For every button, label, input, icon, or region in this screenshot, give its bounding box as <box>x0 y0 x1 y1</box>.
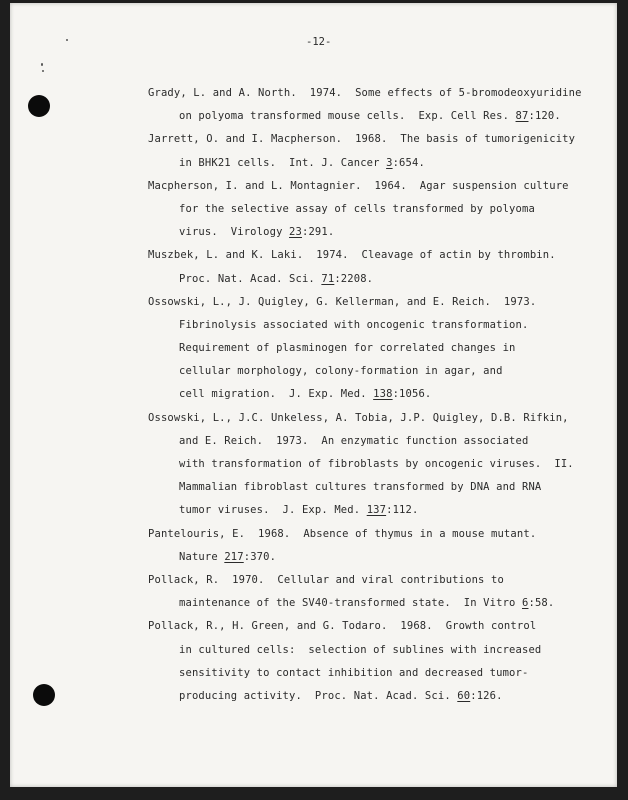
reference-line <box>148 546 588 569</box>
reference-list <box>148 82 588 708</box>
paper-speck <box>42 70 44 72</box>
reference-text: :112. <box>386 504 419 517</box>
reference-entry-grady <box>148 82 588 128</box>
reference-text: :370. <box>243 550 277 563</box>
reference-line <box>148 685 588 708</box>
reference-text: maintenance of the SV40-transformed state. In Vitro <box>179 597 522 610</box>
reference-text: :2208. <box>334 272 374 285</box>
reference-text: Proc. Nat. Acad. Sci. <box>179 272 322 285</box>
reference-line <box>148 105 588 128</box>
reference-text: cell migration. J. Exp. Med. <box>179 388 374 401</box>
reference-entry-macpherson <box>148 175 588 245</box>
reference-text: cellular morphology, colony-formation in agar, and <box>179 365 503 378</box>
reference-text: tumor viruses. J. Exp. Med. <box>179 504 367 517</box>
paper-speck <box>66 39 68 41</box>
reference-text: :1056. <box>392 388 432 401</box>
reference-line <box>148 662 588 685</box>
reference-text: in BHK21 cells. Int. J. Cancer <box>179 156 387 169</box>
reference-entry-jarrett <box>148 128 588 174</box>
reference-line <box>148 592 588 615</box>
reference-line <box>148 407 588 430</box>
reference-line <box>148 244 588 267</box>
reference-text: Pollack, R. 1970. Cellular and viral contributions to <box>148 573 504 586</box>
reference-entry-muszbek <box>148 244 588 290</box>
volume-number: 6 <box>522 597 529 610</box>
volume-number: 138 <box>373 388 393 401</box>
reference-text: :58. <box>528 597 555 610</box>
reference-entry-ossowski-1973b <box>148 407 588 523</box>
document-page <box>10 3 617 787</box>
reference-line <box>148 430 588 453</box>
reference-text: in cultured cells: selection of sublines with increased <box>179 643 542 656</box>
reference-text: Requirement of plasminogen for correlated changes in <box>179 342 516 355</box>
reference-text: Jarrett, O. and I. Macpherson. 1968. The basis of tumorigenicity <box>148 133 576 146</box>
volume-number: 23 <box>289 226 302 239</box>
reference-line <box>148 128 588 151</box>
reference-text: Grady, L. and A. North. 1974. Some effects of 5-bromodeoxyuridine <box>148 87 582 99</box>
reference-text: :654. <box>392 156 425 169</box>
reference-text: Macpherson, I. and L. Montagnier. 1964. Agar suspension culture <box>148 179 569 192</box>
paper-speck <box>41 63 43 66</box>
reference-text: Mammalian fibroblast cultures transformed by DNA and RNA <box>179 481 542 494</box>
reference-text: Pantelouris, E. 1968. Absence of thymus in a mouse mutant. <box>148 527 537 540</box>
reference-line <box>148 569 588 592</box>
reference-text: Fibrinolysis associated with oncogenic transformation. <box>179 318 529 331</box>
reference-text: Ossowski, L., J.C. Unkeless, A. Tobia, J.P. Quigley, D.B. Rifkin, <box>148 411 569 424</box>
reference-text: for the selective assay of cells transformed by polyoma <box>179 202 535 215</box>
reference-line <box>148 453 588 476</box>
reference-entry-ossowski-1973a <box>148 291 588 407</box>
reference-text: with transformation of fibroblasts by oncogenic viruses. II. <box>179 458 574 470</box>
reference-line <box>148 523 588 546</box>
volume-number: 217 <box>224 550 244 563</box>
reference-line <box>148 314 588 337</box>
reference-entry-pollack-1968 <box>148 615 588 708</box>
reference-text: sensitivity to contact inhibition and decreased tumor- <box>179 666 529 679</box>
reference-line <box>148 291 588 314</box>
reference-line <box>148 221 588 244</box>
reference-text: on polyoma transformed mouse cells. Exp. Cell Res. <box>179 110 516 123</box>
reference-line <box>148 175 588 198</box>
reference-line <box>148 268 588 291</box>
reference-text: Pollack, R., H. Green, and G. Todaro. 1968. Growth control <box>148 620 537 633</box>
punch-hole-top <box>28 95 50 117</box>
reference-text: :126. <box>470 689 503 702</box>
reference-text: :291. <box>301 226 335 239</box>
reference-text: Nature <box>179 550 225 563</box>
volume-number: 3 <box>386 156 393 169</box>
reference-line <box>148 383 588 406</box>
reference-line <box>148 82 588 105</box>
volume-number: 60 <box>457 689 471 702</box>
page-number: -12- <box>306 36 332 48</box>
reference-line <box>148 499 588 522</box>
reference-line <box>148 337 588 360</box>
reference-text: Muszbek, L. and K. Laki. 1974. Cleavage of actin by thrombin. <box>148 249 556 262</box>
reference-line <box>148 152 588 175</box>
reference-line <box>148 360 588 383</box>
reference-line <box>148 639 588 662</box>
reference-text: :120. <box>528 110 561 123</box>
volume-number: 137 <box>366 504 387 517</box>
reference-entry-pantelouris <box>148 523 588 569</box>
reference-text: Ossowski, L., J. Quigley, G. Kellerman, and E. Reich. 1973. <box>148 295 537 308</box>
volume-number: 87 <box>515 110 529 123</box>
reference-text: producing activity. Proc. Nat. Acad. Sci. <box>179 689 458 702</box>
reference-text: and E. Reich. 1973. An enzymatic function associated <box>179 434 529 447</box>
reference-text: virus. Virology <box>179 226 290 239</box>
volume-number: 71 <box>321 272 335 285</box>
reference-line <box>148 615 588 638</box>
punch-hole-bottom <box>33 684 55 706</box>
reference-line <box>148 476 588 499</box>
reference-line <box>148 198 588 221</box>
reference-entry-pollack-1970 <box>148 569 588 615</box>
